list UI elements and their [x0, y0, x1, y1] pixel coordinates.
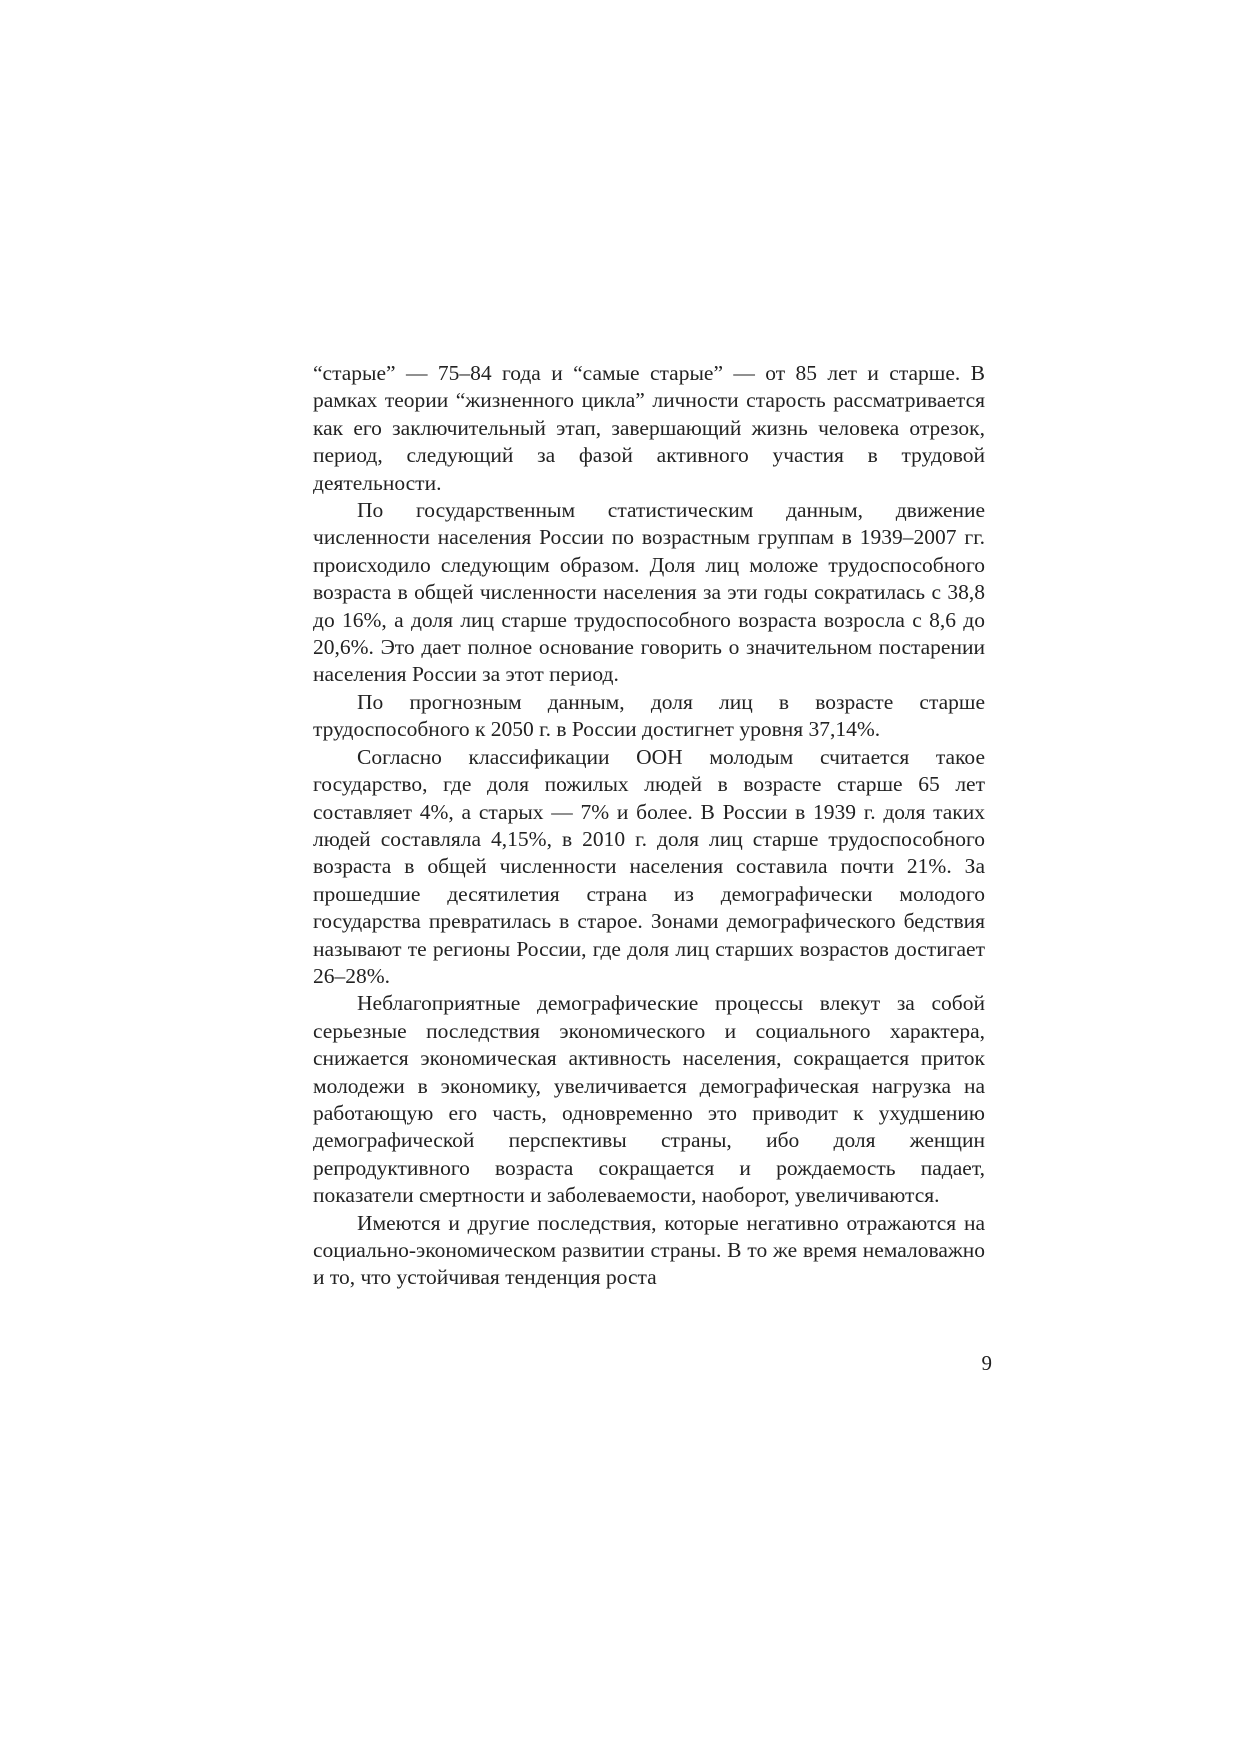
paragraph-other-consequences: Имеются и другие последствия, которые негативно отражаются на социально-экономическом развитии страны. В то же время немаловажно и то, что устойчивая тенденция роста: [313, 1210, 985, 1290]
paragraph-un-classification: Согласно классификации ООН молодым считается такое государство, где доля пожилых людей в возрасте старше 65 лет составляет 4%, а старых — 7% и более. В России в 1939 г. доля таких людей составляла 4,15%, в 2010 г. доля лиц старше трудоспособного возраста в общей численности населения составила почти 21%. За прошедшие десятилетия страна из демографически молодого государства превратилась в старое. Зонами демографического бедствия называют те регионы России, где доля лиц старших возрастов достигает 26–28%.: [313, 744, 985, 988]
paragraph-demographic-consequences: Неблагоприятные демографические процессы влекут за собой серьезные последствия экономического и социального характера, снижается экономическая активность населения, сокращается приток молодежи в экономику, увеличивается демографическая нагрузка на работающую его часть, одновременно это приводит к ухудшению демографической перспективы страны, ибо доля женщин репродуктивного возраста сокращается и рождаемость падает, показатели смертности и заболеваемости, наоборот, увеличиваются.: [313, 991, 985, 1208]
paragraph-age-groups-continued: “старые” — 75–84 года и “самые старые” — от 85 лет и старше. В рамках теории “жизненного цикла” личности старость рассматривается как его заключительный этап, завершающий жизнь человека отрезок, период, следующий за фазой активного участия в трудовой деятельности.: [313, 361, 985, 495]
body-text: [313, 360, 985, 1292]
paragraph-forecast: По прогнозным данным, доля лиц в возрасте старше трудоспособного к 2050 г. в России достигнет уровня 37,14%.: [313, 689, 985, 742]
page-number: 9: [981, 1351, 992, 1375]
paragraph-population-statistics: По государственным статистическим данным, движение численности населения России по возрастным группам в 1939–2007 гг. происходило следующим образом. Доля лиц моложе трудоспособного возраста в общей численности населения за эти годы сократилась с 38,8 до 16%, а доля лиц старше трудоспособного возраста возросла с 8,6 до 20,6%. Это дает полное основание говорить о значительном постарении населения России за этот период.: [313, 498, 985, 687]
